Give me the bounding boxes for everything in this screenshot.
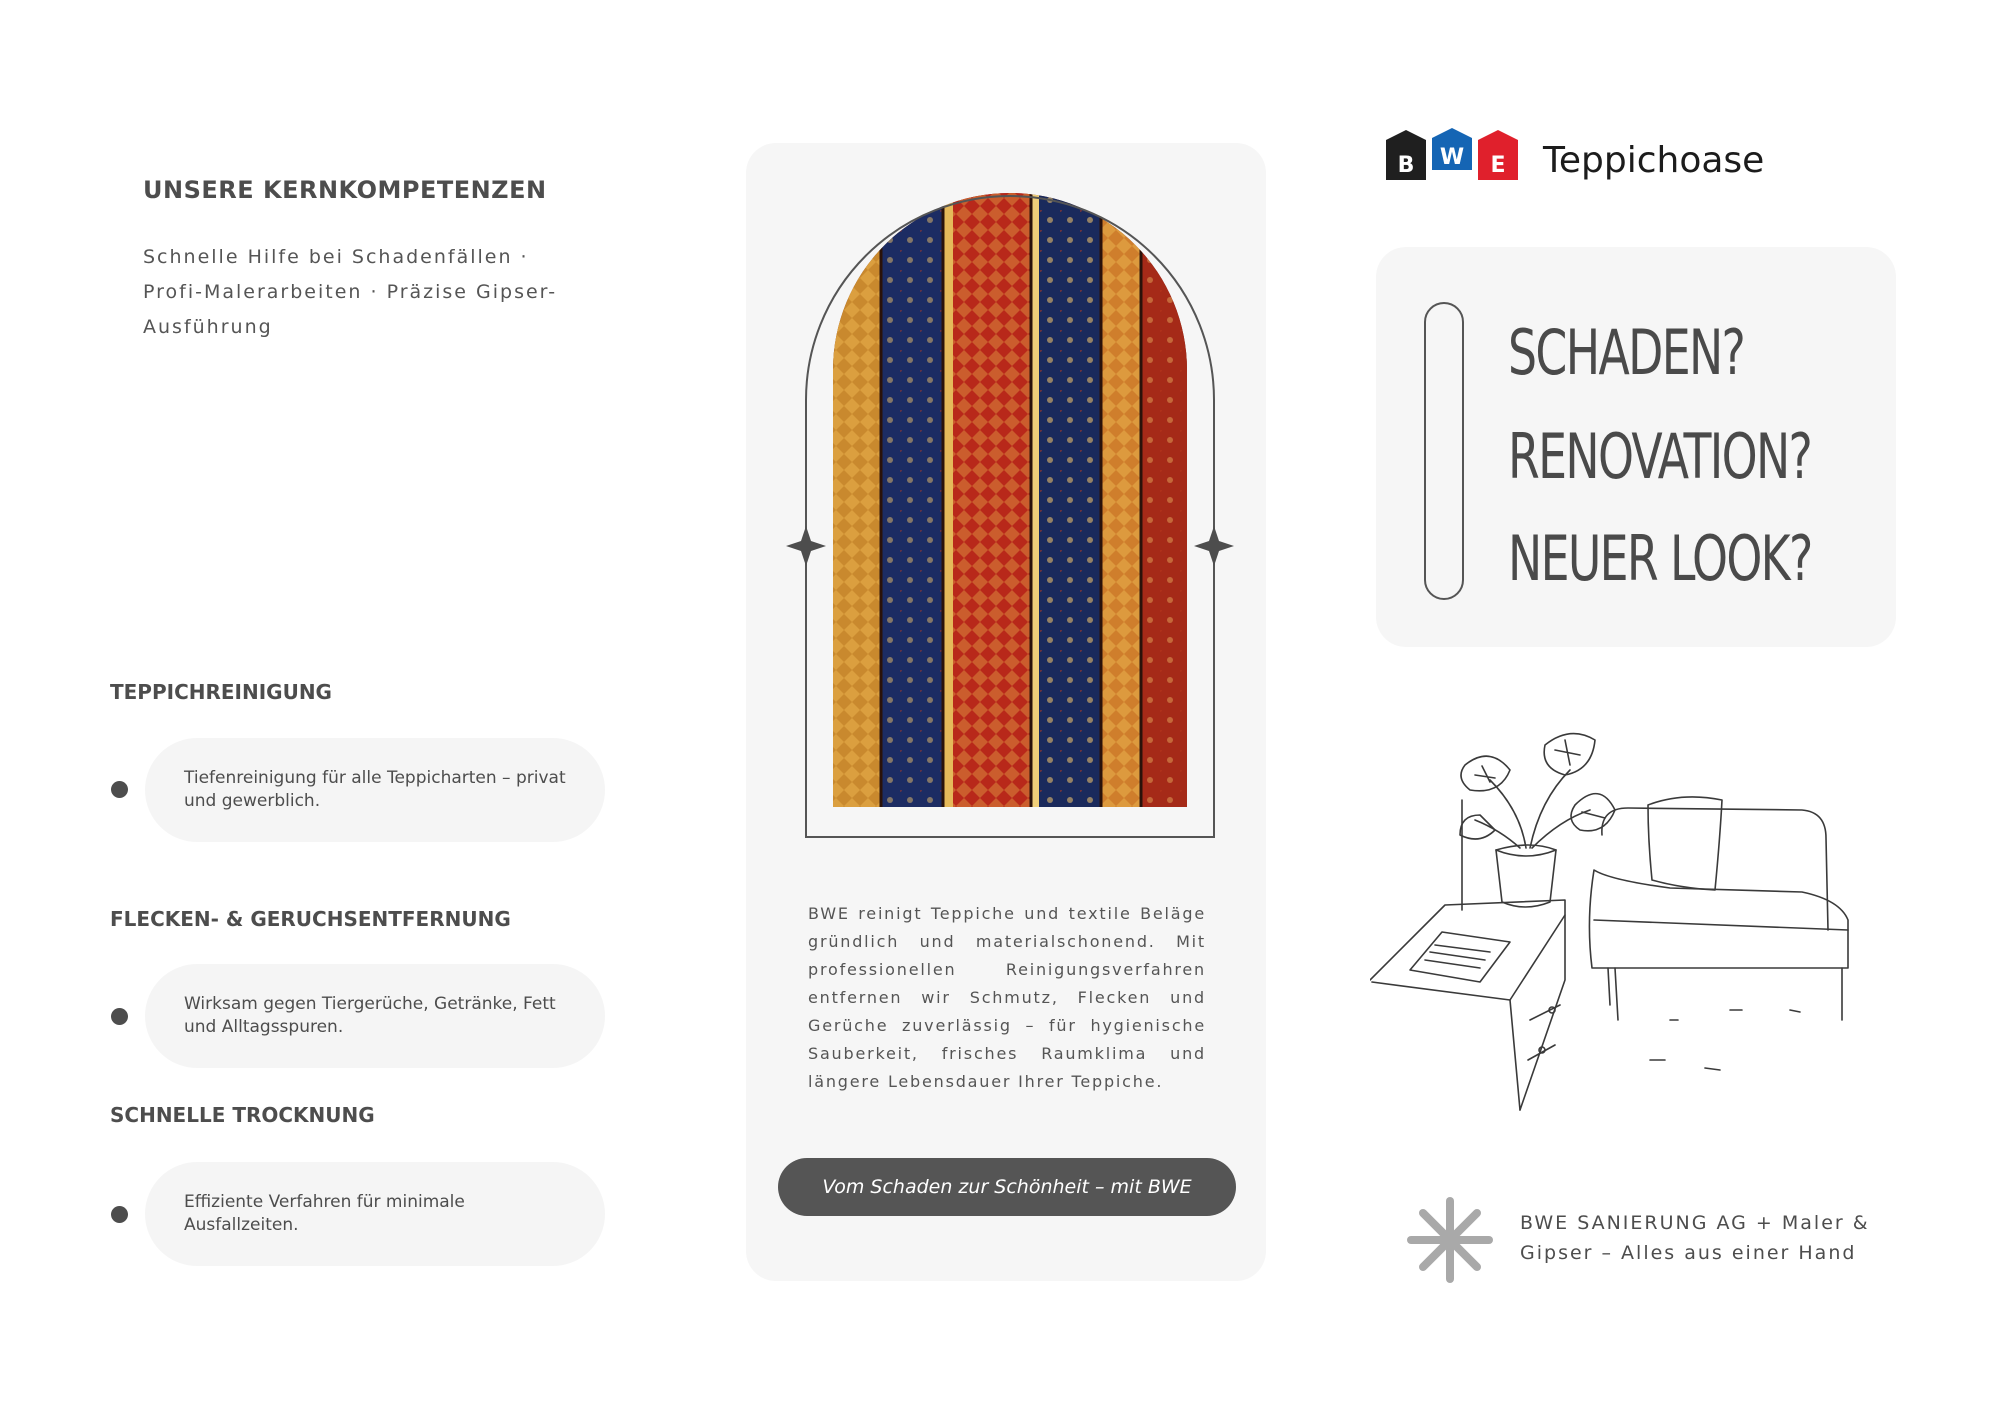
service-text: Effiziente Verfahren für minimale Ausfallzeiten. <box>184 1192 465 1235</box>
carpet-arch-image <box>780 190 1240 840</box>
question-new-look: NEUER LOOK? <box>1508 522 1812 595</box>
middle-description: BWE reinigt Teppiche und textile Beläge gründlich und materialschonend. Mit professionellen Reinigungsverfahren entfernen wir Schmutz, Flecken und Gerüche zuverlässig – für hygienische Sauberkeit, frisches Raumklima und längere Lebensdauer Ihrer Teppiche. <box>808 904 1206 1091</box>
service-title-stain-removal: FLECKEN- & GERUCHSENTFERNUNG <box>110 907 511 931</box>
service-pill-carpet-cleaning <box>145 738 605 842</box>
service-pill-fast-drying <box>145 1162 605 1266</box>
bullet-dot <box>111 781 128 798</box>
bullet-dot <box>111 1008 128 1025</box>
service-title-carpet-cleaning: TEPPICHREINIGUNG <box>110 680 332 704</box>
logo-letter-e: E <box>1490 153 1506 178</box>
service-text: Tiefenreinigung für alle Teppicharten – privat und gewerblich. <box>184 768 566 811</box>
question-renovation: RENOVATION? <box>1508 420 1812 493</box>
service-pill-stain-removal <box>145 964 605 1068</box>
brand-name: Teppichoase <box>1543 140 1765 181</box>
slogan-button[interactable]: Vom Schaden zur Schönheit – mit BWE <box>778 1158 1236 1216</box>
core-competencies-title: UNSERE KERNKOMPETENZEN <box>143 176 547 204</box>
logo-letter-b: B <box>1397 153 1415 178</box>
footer-tagline: BWE SANIERUNG AG + Maler & Gipser – Alles aus einer Hand <box>1520 1212 1870 1264</box>
living-room-sketch-illustration <box>1370 720 1900 1120</box>
service-text: Wirksam gegen Tiergerüche, Getränke, Fett und Alltagsspuren. <box>184 994 556 1037</box>
rounded-bar-decoration <box>1424 302 1464 600</box>
bwe-logo-icon <box>1385 128 1525 184</box>
service-title-fast-drying: SCHNELLE TROCKNUNG <box>110 1103 375 1127</box>
asterisk-icon <box>1405 1195 1495 1285</box>
logo-letter-w: W <box>1439 145 1465 170</box>
bullet-dot <box>111 1206 128 1223</box>
core-competencies-text: Schnelle Hilfe bei Schadenfällen · Profi-Malerarbeiten · Präzise Gipser-Ausführung <box>143 246 558 338</box>
question-damage: SCHADEN? <box>1508 316 1745 389</box>
